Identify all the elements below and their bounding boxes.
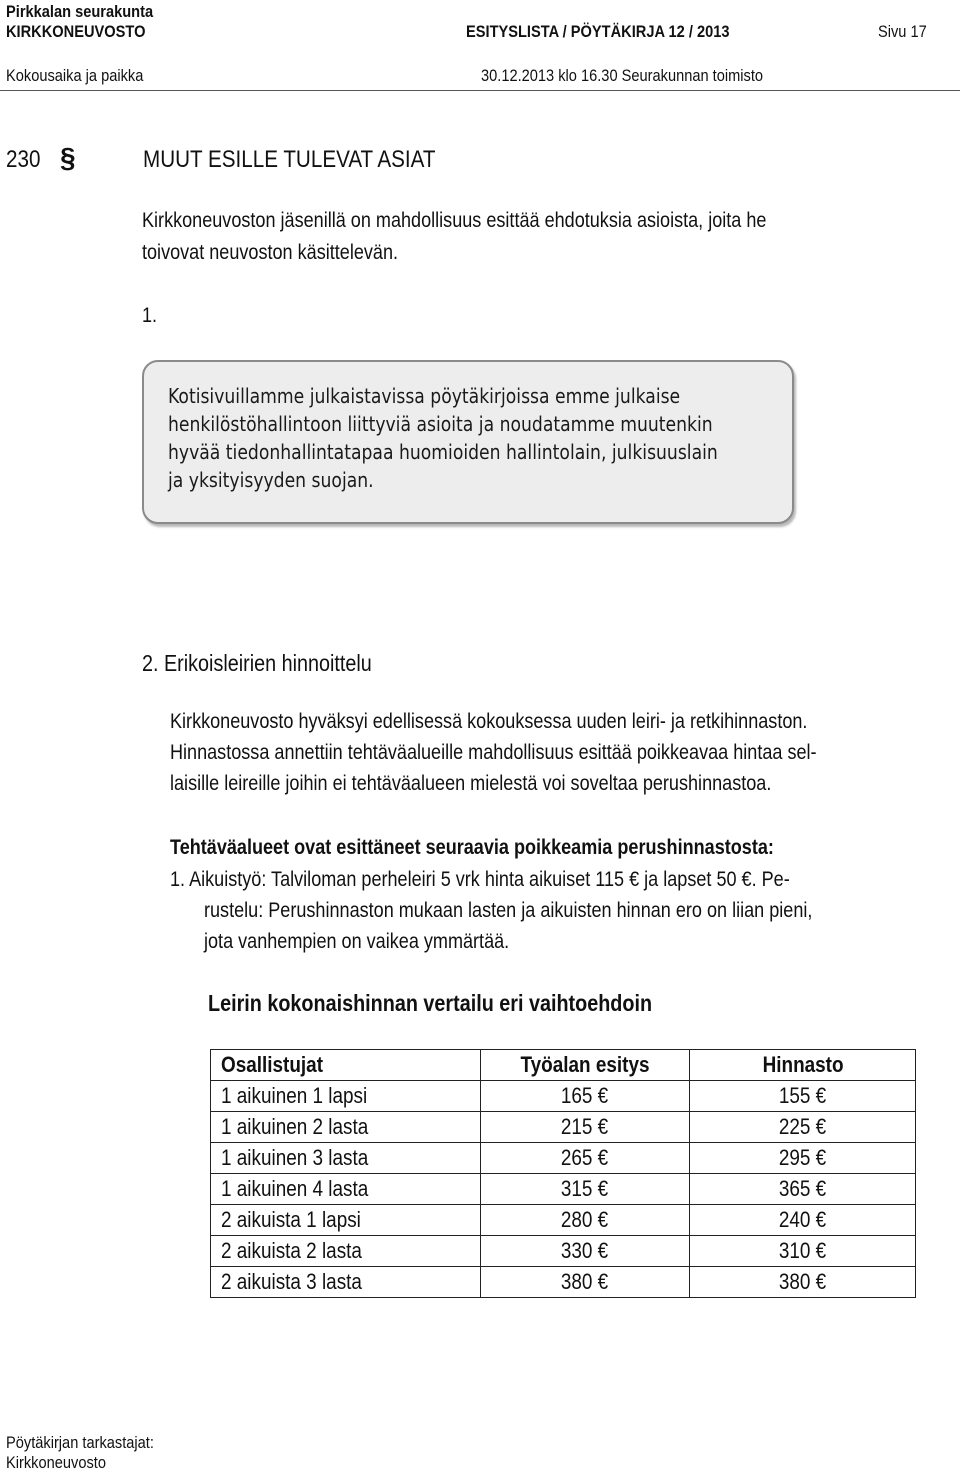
table-row: [211, 1112, 916, 1143]
notice-line-2: henkilöstöhallintoon liittyviä asioita ja noudatamme muutenkin: [168, 412, 713, 436]
table-title: Leirin kokonaishinnan vertailu eri vaihtoehdoin: [208, 990, 653, 1016]
header-divider: [0, 90, 960, 91]
point-1-line-3: jota vanhempien on vaikea ymmärtää.: [204, 930, 510, 953]
org-name: Pirkkalan seurakunta: [6, 2, 154, 21]
item-2-paragraph-2-line-2: laisille leireille joihin ei tehtäväalueen mielestä voi soveltaa perushinnastoa.: [170, 772, 772, 795]
table-header-row: [211, 1050, 916, 1081]
intro-line-2: toivovat neuvoston käsittelevän.: [142, 241, 399, 264]
item-2-heading: 2. Erikoisleirien hinnoittelu: [142, 650, 372, 676]
cell-price-list: 310 €: [690, 1236, 916, 1267]
cell-participants: 1 aikuinen 2 lasta: [211, 1112, 481, 1143]
cell-proposal: 215 €: [480, 1112, 690, 1143]
cell-proposal: 280 €: [480, 1205, 690, 1236]
cell-participants: 2 aikuista 2 lasta: [211, 1236, 481, 1267]
point-1-line-1: 1. Aikuistyö: Talviloman perheleiri 5 vrk hinta aikuiset 115 € ja lapset 50 €. Pe-: [170, 868, 790, 891]
table-row: [211, 1236, 916, 1267]
cell-proposal: 165 €: [480, 1081, 690, 1112]
intro-line-1: Kirkkoneuvoston jäsenillä on mahdollisuus esittää ehdotuksia asioista, joita he: [142, 209, 767, 232]
table-row: [211, 1143, 916, 1174]
notice-line-3: hyvää tiedonhallintatapaa huomioiden hallintolain, julkisuuslain: [168, 440, 718, 464]
header-proposal: Työalan esitys: [480, 1050, 690, 1081]
item-2-paragraph-1: Kirkkoneuvosto hyväksyi edellisessä kokouksessa uuden leiri- ja retkihinnaston.: [170, 710, 808, 733]
header-price-list: Hinnasto: [690, 1050, 916, 1081]
table-row: [211, 1267, 916, 1298]
privacy-notice-box: [142, 360, 794, 524]
point-1-line-2: rustelu: Perushinnaston mukaan lasten ja aikuisten hinnan ero on liian pieni,: [204, 899, 813, 922]
item-1-label: 1.: [142, 304, 158, 327]
deviations-heading: Tehtäväalueet ovat esittäneet seuraavia poikkeamia perushinnastosta:: [170, 836, 774, 859]
cell-proposal: 265 €: [480, 1143, 690, 1174]
cell-proposal: 380 €: [480, 1267, 690, 1298]
footer-body: Kirkkoneuvosto: [6, 1453, 106, 1472]
cell-proposal: 330 €: [480, 1236, 690, 1267]
cell-price-list: 380 €: [690, 1267, 916, 1298]
footer-label: Pöytäkirjan tarkastajat:: [6, 1433, 154, 1452]
table-row: [211, 1174, 916, 1205]
item-2-paragraph-2-line-1: Hinnastossa annettiin tehtäväalueille mahdollisuus esittää poikkeavaa hintaa sel-: [170, 741, 817, 764]
header-participants: Osallistujat: [211, 1050, 481, 1081]
table-row: [211, 1081, 916, 1112]
cell-price-list: 365 €: [690, 1174, 916, 1205]
document-type: ESITYSLISTA / PÖYTÄKIRJA 12 / 2013: [466, 22, 730, 41]
cell-participants: 2 aikuista 1 lapsi: [211, 1205, 481, 1236]
table-row: [211, 1205, 916, 1236]
meeting-label: Kokousaika ja paikka: [6, 66, 144, 85]
notice-line-1: Kotisivuillamme julkaistavissa pöytäkirjoissa emme julkaise: [168, 384, 681, 408]
cell-price-list: 225 €: [690, 1112, 916, 1143]
cell-participants: 1 aikuinen 1 lapsi: [211, 1081, 481, 1112]
cell-price-list: 240 €: [690, 1205, 916, 1236]
price-comparison-table: [210, 1049, 916, 1298]
cell-participants: 2 aikuista 3 lasta: [211, 1267, 481, 1298]
meeting-value: 30.12.2013 klo 16.30 Seurakunnan toimisto: [481, 66, 764, 85]
section-title: MUUT ESILLE TULEVAT ASIAT: [143, 146, 436, 173]
section-number: 230: [6, 146, 41, 173]
council-name: KIRKKONEUVOSTO: [6, 22, 146, 41]
page-number: Sivu 17: [878, 22, 927, 41]
notice-line-4: ja yksityisyyden suojan.: [168, 468, 374, 492]
cell-participants: 1 aikuinen 4 lasta: [211, 1174, 481, 1205]
cell-price-list: 155 €: [690, 1081, 916, 1112]
cell-participants: 1 aikuinen 3 lasta: [211, 1143, 481, 1174]
paragraph-symbol: §: [60, 142, 76, 173]
cell-proposal: 315 €: [480, 1174, 690, 1205]
cell-price-list: 295 €: [690, 1143, 916, 1174]
